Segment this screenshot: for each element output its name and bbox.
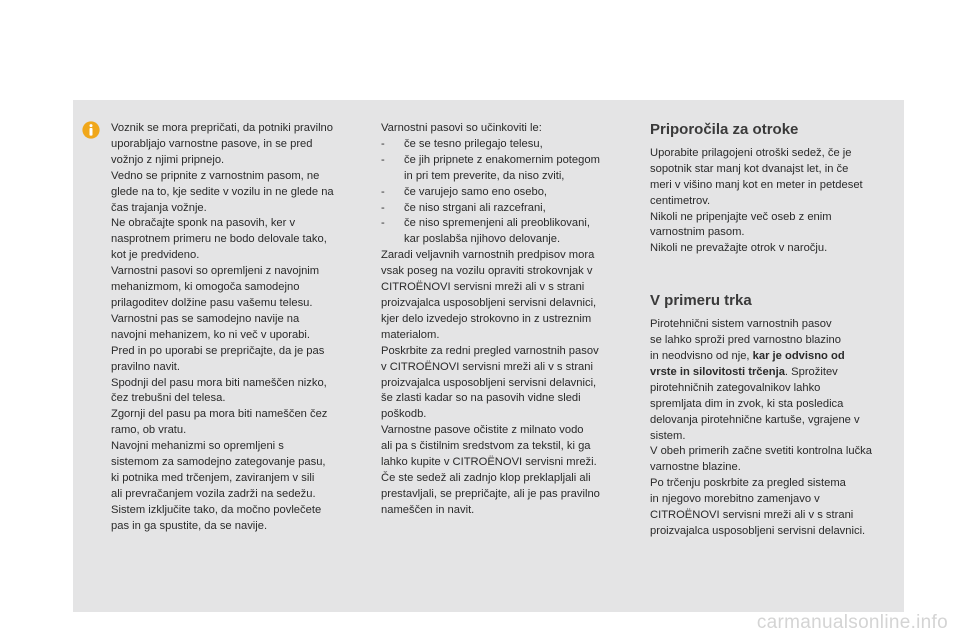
text-line-mixed bbox=[650, 365, 900, 381]
text-line: ali pa s čistilnim sredstvom za tekstil, ki ga bbox=[381, 440, 591, 453]
text-line: ki potnika med trčenjem, zaviranjem v sili bbox=[111, 471, 315, 484]
text-line: Sistem izključite tako, da močno povlečete bbox=[111, 503, 322, 516]
text-line: Nikoli ne prevažajte otrok v naročju. bbox=[650, 242, 828, 255]
text-line: delovanja pirotehnične kartuše, vgrajene v bbox=[650, 413, 860, 426]
text-run: in neodvisno od nje, bbox=[650, 349, 753, 362]
list-item bbox=[381, 153, 636, 169]
column-2-text bbox=[381, 121, 636, 519]
text-line: Poskrbite za redni pregled varnostnih pasov bbox=[381, 344, 599, 357]
text-line: spremljata dim in zvok, ki sta posledica bbox=[650, 397, 844, 410]
list-item bbox=[381, 201, 636, 217]
text-line: vsak poseg na vozilu opraviti strokovnjak v bbox=[381, 265, 593, 278]
text-line: CITROËNOVI servisni mreži ali v s strani bbox=[650, 509, 854, 522]
text-line: pirotehničnih zategovalnikov lahko bbox=[650, 381, 821, 394]
text-line: glede na to, kje sedite v vozilu in ne glede na bbox=[111, 185, 334, 198]
text-line: v CITROËNOVI servisni mreži ali v s strani bbox=[381, 360, 593, 373]
list-item-continuation: in pri tem preverite, da niso zviti, bbox=[404, 169, 565, 182]
text-line: Navojni mehanizmi so opremljeni s bbox=[111, 440, 284, 453]
list-item-text: če niso strgani ali razcefrani, bbox=[404, 201, 546, 214]
list-item bbox=[381, 137, 636, 153]
text-line: sopotnik star manj kot dvanajst let, in če bbox=[650, 162, 849, 175]
list-dash: - bbox=[381, 153, 385, 166]
text-line: uporabljajo varnostne pasove, in se pred bbox=[111, 137, 313, 150]
text-line: prestavljali, se prepričajte, ali je pas pravilno bbox=[381, 487, 600, 500]
text-line: Če ste sedež ali zadnjo klop preklapljali ali bbox=[381, 471, 591, 484]
text-line: Varnostni pasovi so opremljeni z navojnim bbox=[111, 265, 320, 278]
text-line: ramo, ob vratu. bbox=[111, 424, 187, 437]
text-line: lahko kupite v CITROËNOVI servisni mreži. bbox=[381, 456, 597, 469]
list-dash: - bbox=[381, 217, 385, 230]
list-dash: - bbox=[381, 185, 385, 198]
list-dash: - bbox=[381, 201, 385, 214]
text-line: Vedno se pripnite z varnostnim pasom, ne bbox=[111, 169, 320, 182]
text-line: Uporabite prilagojeni otroški sedež, če je bbox=[650, 146, 852, 159]
text-line: proizvajalca usposobljeni servisni delavnici. bbox=[650, 524, 866, 537]
list-item-text: če varujejo samo eno osebo, bbox=[404, 185, 548, 198]
list-item bbox=[381, 216, 636, 232]
text-line: proizvajalca usposobljeni servisni delavnici, bbox=[381, 376, 597, 389]
text-line: ali prevračanjem vozila zadrži na sedežu. bbox=[111, 487, 316, 500]
text-line: varnostne blazine. bbox=[650, 461, 741, 474]
text-line: CITROËNOVI servisni mreži ali v s strani bbox=[381, 281, 585, 294]
text-line: Varnostne pasove očistite z milnato vodo bbox=[381, 424, 584, 437]
text-line: čas trajanja vožnje. bbox=[111, 201, 207, 214]
text-line: sistemom za samodejno zategovanje pasu, bbox=[111, 456, 326, 469]
text-line: centimetrov. bbox=[650, 194, 711, 207]
bold-text-run: vrste in silovitosti trčenja bbox=[650, 365, 785, 378]
text-line: se lahko sproži pred varnostno blazino bbox=[650, 334, 841, 347]
bold-text-run: kar je odvisno od bbox=[752, 349, 845, 362]
text-line: nasprotnem primeru ne bodo delovale tako, bbox=[111, 233, 327, 246]
text-line: Nikoli ne pripenjajte več oseb z enim bbox=[650, 210, 832, 223]
text-line: Po trčenju poskrbite za pregled sistema bbox=[650, 477, 846, 490]
text-line-mixed bbox=[650, 349, 900, 365]
text-line: meri v višino manj kot en meter in petdeset bbox=[650, 178, 863, 191]
list-dash: - bbox=[381, 137, 385, 150]
text-line: varnostnim pasom. bbox=[650, 226, 745, 239]
info-icon bbox=[82, 121, 100, 139]
section-heading-children: Priporočila za otroke bbox=[650, 121, 799, 138]
text-line: pas in ga spustite, da se navije. bbox=[111, 519, 268, 532]
text-line: in njegovo morebitno zamenjavo v bbox=[650, 493, 820, 506]
list-item-text: če jih pripnete z enakomernim potegom bbox=[404, 153, 600, 166]
text-run: . Sprožitev bbox=[784, 365, 838, 378]
text-line: vožnjo z njimi pripnejo. bbox=[111, 153, 225, 166]
text-line: še zlasti kadar so na pasovih vidne sledi bbox=[381, 392, 581, 405]
column-1-text bbox=[111, 121, 361, 535]
text-line: kot je predvideno. bbox=[111, 249, 200, 262]
text-line: Pirotehnični sistem varnostnih pasov bbox=[650, 318, 832, 331]
text-line: čez trebušni del telesa. bbox=[111, 392, 226, 405]
list-item-text: če se tesno prilegajo telesu, bbox=[404, 137, 543, 150]
text-line: navojni mehanizem, ko ni več v uporabi. bbox=[111, 328, 310, 341]
column-3-text bbox=[650, 121, 900, 540]
list-intro: Varnostni pasovi so učinkoviti le: bbox=[381, 122, 542, 134]
text-line: V obeh primerih začne svetiti kontrolna lučka bbox=[650, 445, 872, 458]
section-heading-collision: V primeru trka bbox=[650, 292, 752, 310]
text-line: Varnostni pas se samodejno navije na bbox=[111, 312, 300, 325]
text-line: poškodb. bbox=[381, 408, 427, 421]
text-line: sistem. bbox=[650, 429, 686, 442]
text-line: Spodnji del pasu mora biti nameščen nizko, bbox=[111, 376, 327, 389]
text-line: proizvajalca usposobljeni servisni delavnici, bbox=[381, 296, 597, 309]
text-line: mehanizmom, ki omogoča samodejno bbox=[111, 281, 300, 294]
text-line: Voznik se mora prepričati, da potniki pravilno bbox=[111, 122, 333, 134]
list-item-continuation: kar poslabša njihovo delovanje. bbox=[404, 233, 561, 246]
text-line: Ne obračajte sponk na pasovih, ker v bbox=[111, 217, 296, 230]
text-line: Zaradi veljavnih varnostnih predpisov mora bbox=[381, 249, 595, 262]
text-line: pravilno navit. bbox=[111, 360, 181, 373]
text-line: materialom. bbox=[381, 328, 440, 341]
text-line: kjer delo izvedejo strokovno in z ustreznim bbox=[381, 312, 592, 325]
text-line: Zgornji del pasu pa mora biti nameščen čez bbox=[111, 408, 328, 421]
watermark: carmanualsonline.info bbox=[756, 612, 948, 633]
list-item-text: če niso spremenjeni ali preoblikovani, bbox=[404, 217, 590, 230]
text-line: nameščen in navit. bbox=[381, 503, 475, 516]
text-line: prilagoditev dolžine pasu vašemu telesu. bbox=[111, 296, 313, 309]
list-item bbox=[381, 185, 636, 201]
text-line: Pred in po uporabi se prepričajte, da je pas bbox=[111, 344, 325, 357]
